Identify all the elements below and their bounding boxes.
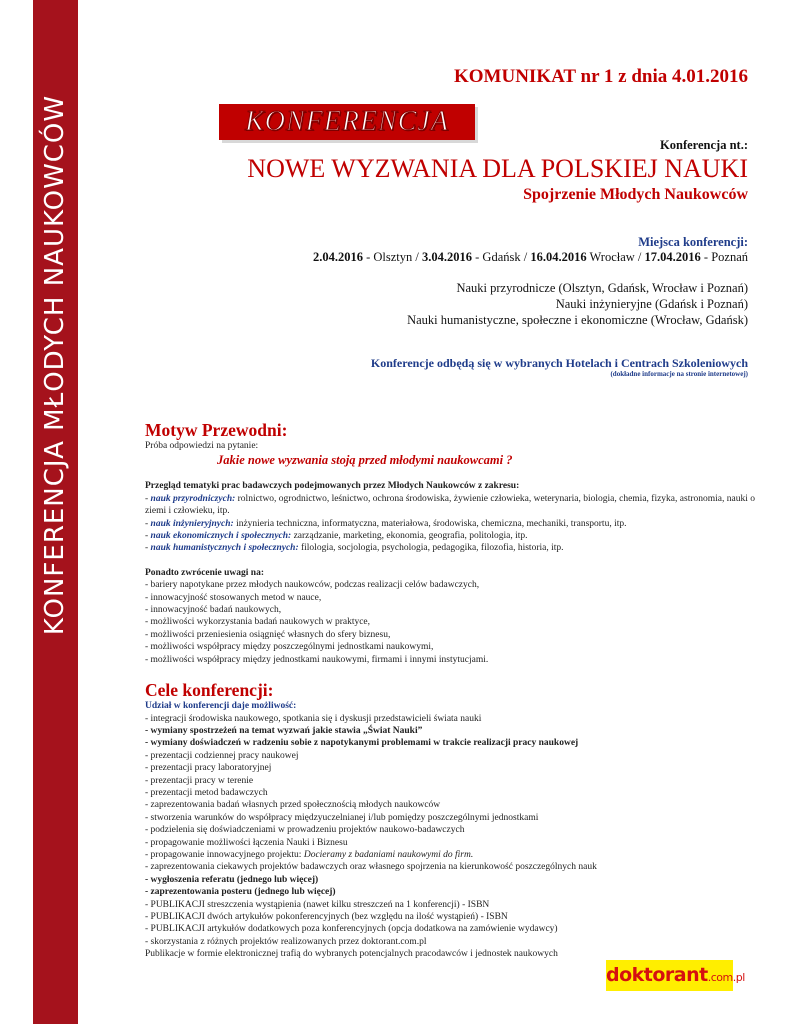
- area-item: - nauk humanistycznych i społecznych: filologia, socjologia, psychologia, pedagogika, filozofia, historia, itp.: [145, 543, 564, 554]
- list-item: - możliwości wykorzystania badań naukowych w praktyce,: [145, 617, 371, 628]
- website-note: (dokładne informacje na stronie internetowej): [610, 370, 748, 378]
- area-item: - nauk przyrodniczych: rolnictwo, ogrodnictwo, leśnictwo, ochrona środowiska, żywienie człowieka, weterynaria, biologia, chemia, fizyka, astronomia, nauki o ziemi i człowieku, itp.: [145, 493, 755, 517]
- list-item: - prezentacji pracy w terenie: [145, 775, 254, 786]
- main-title: NOWE WYZWANIA DLA POLSKIEJ NAUKI: [247, 154, 748, 183]
- city-poznan: - Poznań: [700, 250, 748, 264]
- list-item: - możliwości przeniesienia osiągnięć własnych do sfery biznesu,: [145, 629, 391, 640]
- list-item: - stworzenia warunków do współpracy międzyuczelnianej i/lub pomiędzy poszczególnymi jednostkami: [145, 812, 539, 823]
- city-wroclaw: Wrocław /: [586, 250, 645, 264]
- venue-note: Konferencje odbędą się w wybranych Hotelach i Centrach Szkoleniowych: [370, 356, 748, 370]
- cele-subheading: Udział w konferencji daje możliwość:: [145, 701, 297, 712]
- list-item: - PUBLIKACJI streszczenia wystąpienia (nawet kilku streszczeń na 1 konferencji) - ISBN: [145, 899, 490, 910]
- list-item: - prezentacji codziennej pracy naukowej: [145, 750, 299, 761]
- field-engineering: Nauki inżynieryjne (Gdańsk i Poznań): [555, 297, 748, 311]
- list-item: - bariery napotykane przez młodych naukowców, podczas realizacji celów badawczych,: [145, 580, 480, 591]
- motyw-intro: Próba odpowiedzi na pytanie:: [145, 441, 259, 451]
- list-item: - możliwości współpracy między poszczególnymi jednostkami naukowymi,: [145, 642, 434, 653]
- list-item: - integracji środowiska naukowego, spotkania się i dyskusji przedstawicieli świata nauki: [145, 713, 482, 724]
- list-item: - zaprezentowania posteru (jednego lub więcej): [145, 887, 336, 898]
- goals-list: [145, 713, 755, 849]
- doktorant-logo[interactable]: [606, 960, 745, 991]
- list-item: - wymiany spostrzeżeń na temat wyzwań jakie stawia „Świat Nauki”: [145, 725, 423, 736]
- list-item: - podzielenia się doświadczeniami w prowadzeniu projektów naukowo-badawczych: [145, 825, 465, 836]
- goals-list-continued: [145, 861, 755, 960]
- list-item: - innowacyjność stosowanych metod w nauce,: [145, 592, 322, 603]
- date-gdansk: 3.04.2016: [422, 250, 473, 264]
- area-label: nauk humanistycznych i społecznych:: [150, 543, 299, 554]
- date-olsztyn: 2.04.2016: [312, 250, 363, 264]
- field-humanities: Nauki humanistyczne, społeczne i ekonomiczne (Wrocław, Gdańsk): [407, 313, 748, 327]
- area-label: nauk inżynieryjnych:: [150, 518, 234, 529]
- sidebar-title: KONFERENCJA MŁODYCH NAUKOWCÓW: [40, 94, 70, 636]
- subtitle: Spojrzenie Młodych Naukowców: [523, 186, 748, 203]
- motyw-heading: Motyw Przewodni:: [145, 420, 288, 440]
- city-gdansk: - Gdańsk /: [472, 250, 531, 264]
- list-item: - prezentacji metod badawczych: [145, 787, 268, 798]
- places-label: Miejsca konferencji:: [638, 235, 748, 249]
- guiding-question: Jakie nowe wyzwania stoją przed młodymi naukowcami ?: [217, 453, 513, 468]
- list-item: - PUBLIKACJI artykułów dodatkowych poza konferencyjnych (opcja dodatkowa na zamówienie wydawcy): [145, 924, 558, 935]
- conference-logo-text: KONFERENCJA: [245, 106, 449, 137]
- area-item: - nauk inżynieryjnych: inżynieria techniczna, informatyczna, materiałowa, środowiska, chemiczna, mechaniki, transportu, itp.: [145, 518, 627, 529]
- list-item: - propagowanie możliwości łączenia Nauki i Biznesu: [145, 837, 348, 848]
- list-item: - skorzystania z różnych projektów realizowanych przez doktorant.com.pl: [145, 936, 427, 947]
- list-item: - zaprezentowania badań własnych przed społecznością młodych naukowców: [145, 800, 441, 811]
- list-item: - zaprezentowania ciekawych projektów badawczych oraz własnego spojrzenia na kierunkowość poszczególnych nauk: [145, 862, 597, 873]
- attention-title: Ponadto zwrócenie uwagi na:: [145, 567, 265, 578]
- list-item: - PUBLIKACJI dwóch artykułów pokonferencyjnych (bez względu na ilość wystąpień) - ISBN: [145, 912, 508, 922]
- city-olsztyn: - Olsztyn /: [362, 250, 423, 264]
- list-item: - wymiany doświadczeń w radzeniu sobie z napotykanymi problemami w trakcie realizacji pracy naukowej: [145, 738, 579, 749]
- date-wroclaw: 16.04.2016: [530, 250, 587, 264]
- innovation-project: Docieramy z badaniami naukowymi do firm.: [303, 849, 474, 860]
- list-item: - możliwości współpracy między jednostkami naukowymi, firmami i innymi instytucjami.: [145, 654, 489, 665]
- conference-dates: [313, 250, 748, 265]
- main-content: [145, 420, 755, 961]
- science-fields: [407, 280, 748, 328]
- review-title: Przegląd tematyki prac badawczych podejmowanych przez Młodych Naukowców z zakresu:: [145, 481, 520, 492]
- brand-main: doktorant: [606, 964, 708, 986]
- cele-heading: Cele konferencji:: [145, 680, 274, 701]
- conference-topic-label: Konferencja nt.:: [660, 138, 748, 152]
- list-item: Publikacje w formie elektronicznej trafią do wybranych potencjalnych pracodawców i jednostek naukowych: [145, 949, 558, 960]
- area-item: - nauk ekonomicznych i społecznych: zarządzanie, marketing, ekonomia, geografia, politologia, itp.: [145, 531, 528, 542]
- announcement-title: KOMUNIKAT nr 1 z dnia 4.01.2016: [454, 66, 748, 87]
- area-label: nauk przyrodniczych:: [150, 493, 236, 504]
- date-poznan: 17.04.2016: [644, 250, 701, 264]
- conference-logo: [219, 104, 475, 140]
- field-natural: Nauki przyrodnicze (Olsztyn, Gdańsk, Wrocław i Poznań): [456, 281, 748, 295]
- list-item: - prezentacji pracy laboratoryjnej: [145, 763, 272, 774]
- brand-suffix: .com.pl: [707, 971, 745, 984]
- list-item: - innowacyjność badań naukowych,: [145, 605, 282, 616]
- area-label: nauk ekonomicznych i społecznych:: [150, 531, 292, 542]
- list-item: - propagowanie innowacyjnego projektu: Docieramy z badaniami naukowymi do firm.: [145, 849, 474, 860]
- list-item: - wygłoszenia referatu (jednego lub więcej): [145, 874, 319, 885]
